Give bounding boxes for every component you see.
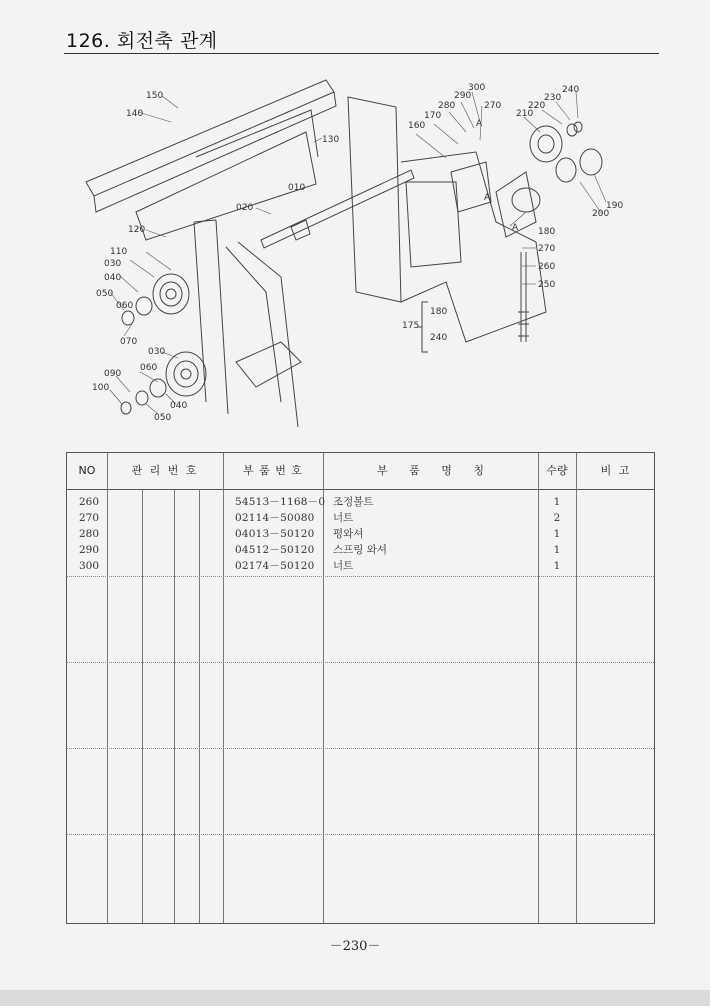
row-part-number: 02114－50080 [235, 512, 315, 524]
row-part-name: 너트 [333, 512, 354, 524]
row-part-number: 54513－1168－0 [235, 496, 326, 508]
callout-210: 210 [516, 109, 534, 119]
row-no: 260 [79, 496, 100, 508]
section-divider [67, 748, 654, 749]
callout-270-upper: 270 [484, 101, 502, 111]
table-header [67, 453, 654, 490]
header-quantity: 수량 [546, 464, 568, 477]
row-part-number: 04512－50120 [235, 544, 315, 556]
exploded-parts-diagram [66, 62, 660, 440]
callout-040-lower: 040 [170, 401, 188, 411]
callout-010: 010 [288, 183, 306, 193]
header-remarks: 비 고 [600, 464, 632, 477]
table-row [67, 495, 654, 510]
callout-280: 280 [438, 101, 456, 111]
section-divider [67, 662, 654, 663]
header-part-name: 부 품 명 칭 [377, 464, 484, 477]
row-quantity: 1 [553, 528, 561, 540]
callout-110: 110 [110, 247, 128, 257]
callout-040-upper: 040 [104, 273, 122, 283]
callout-290: 290 [454, 91, 472, 101]
page-number: －230－ [329, 939, 381, 954]
header-management-number: 관 리 번 호 [131, 464, 199, 477]
callout-230: 230 [544, 93, 562, 103]
callout-030-lower: 030 [148, 347, 166, 357]
row-part-name: 스프링 와셔 [333, 544, 388, 556]
parts-table [66, 452, 655, 924]
callout-190: 190 [606, 201, 624, 211]
callout-140: 140 [126, 109, 144, 119]
callout-130: 130 [322, 135, 340, 145]
callout-180-range: 180 [430, 307, 448, 317]
callout-180-upper: 180 [538, 227, 556, 237]
table-row [67, 559, 654, 574]
callout-070: 070 [120, 337, 138, 347]
callout-100: 100 [92, 383, 110, 393]
row-part-number: 04013－50120 [235, 528, 315, 540]
row-no: 270 [79, 512, 100, 524]
callout-a-3: A [476, 119, 483, 129]
callout-240-range: 240 [430, 333, 448, 343]
callout-220: 220 [528, 101, 546, 111]
scan-edge [0, 990, 710, 1006]
row-quantity: 1 [553, 496, 561, 508]
callout-160: 160 [408, 121, 426, 131]
title-underline [64, 53, 659, 54]
row-part-number: 02174－50120 [235, 560, 315, 572]
section-divider [67, 576, 654, 577]
row-part-name: 조정볼트 [333, 496, 374, 508]
callout-120: 120 [128, 225, 146, 235]
callout-030-upper: 030 [104, 259, 122, 269]
row-no: 280 [79, 528, 100, 540]
row-quantity: 1 [553, 560, 561, 572]
callout-270-lower: 270 [538, 244, 556, 254]
callout-150: 150 [146, 91, 164, 101]
row-no: 300 [79, 560, 100, 572]
table-row [67, 543, 654, 558]
callout-060-lower: 060 [140, 363, 158, 373]
callout-200: 200 [592, 209, 610, 219]
header-no: NO [78, 464, 96, 477]
section-divider [67, 834, 654, 835]
callout-060-upper: 060 [116, 301, 134, 311]
row-quantity: 1 [553, 544, 561, 556]
callout-050-lower: 050 [154, 413, 172, 423]
callout-a-1: A [484, 193, 491, 203]
callout-020: 020 [236, 203, 254, 213]
callout-175: 175 [402, 321, 420, 331]
row-part-name: 평와셔 [333, 528, 364, 540]
callout-090: 090 [104, 369, 122, 379]
row-part-name: 너트 [333, 560, 354, 572]
row-no: 290 [79, 544, 100, 556]
table-row [67, 527, 654, 542]
row-quantity: 2 [553, 512, 561, 524]
callout-050-upper: 050 [96, 289, 114, 299]
callout-250: 250 [538, 280, 556, 290]
callout-240: 240 [562, 85, 580, 95]
callout-300: 300 [468, 83, 486, 93]
callout-a-2: A [512, 223, 519, 233]
header-part-number: 부 품 번 호 [243, 464, 303, 477]
callout-260: 260 [538, 262, 556, 272]
table-row [67, 511, 654, 526]
page-title: 126. 회전축 관계 [66, 30, 218, 52]
callout-170: 170 [424, 111, 442, 121]
